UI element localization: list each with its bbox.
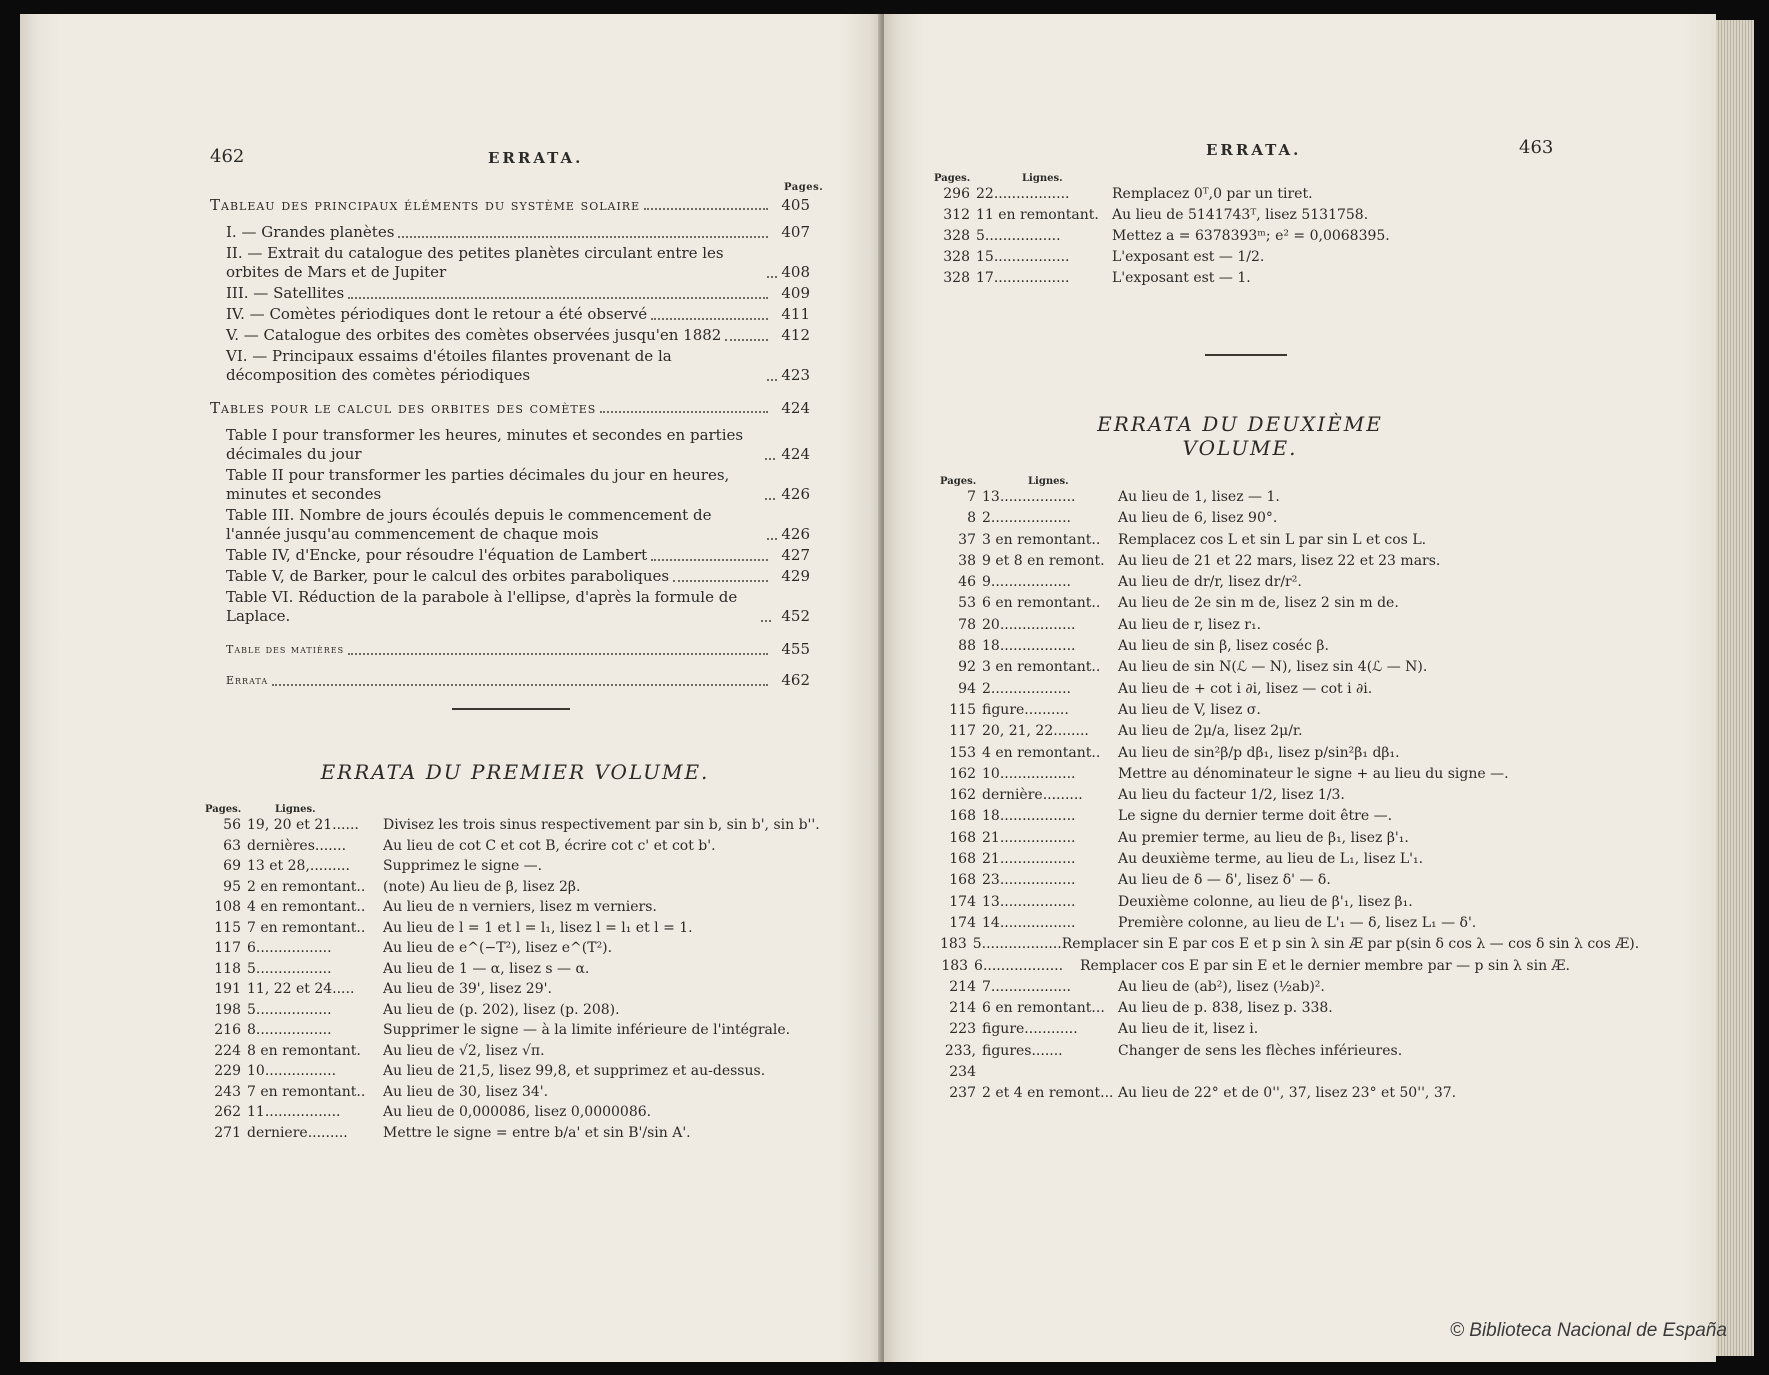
errata-lines: 23.................: [982, 872, 1076, 889]
errata-page: 115: [949, 701, 976, 718]
errata-page: 168: [949, 851, 976, 868]
errata-lines: 14.................: [982, 914, 1076, 931]
errata-table-right: [940, 476, 1640, 1105]
errata-row: [940, 508, 1570, 529]
errata-page: 191: [214, 981, 241, 997]
errata-row: [205, 959, 825, 980]
errata-row: [940, 1083, 1570, 1104]
errata-page: 271: [214, 1124, 241, 1141]
errata-correction: Divisez les trois sinus respectivement par sin b, sin b', sin b''.: [383, 817, 820, 833]
errata-row: [940, 721, 1570, 742]
errata-row: [940, 593, 1570, 614]
errata-lines: 21.................: [982, 829, 1076, 846]
errata-correction: Au lieu de 2μ/a, lisez 2μ/r.: [1118, 723, 1303, 740]
errata-correction: Au lieu de 0,000086, lisez 0,0000086.: [383, 1104, 652, 1120]
page-edges: [1716, 20, 1754, 1356]
toc-items-list: [210, 223, 810, 385]
errata-correction: Au lieu de 21,5, lisez 99,8, et supprimez et au-dessus.: [383, 1063, 766, 1079]
errata-page: 183: [940, 936, 967, 953]
errata-correction: Au lieu de 30, lisez 34'.: [383, 1083, 549, 1100]
errata-lines: 5.................: [976, 228, 1061, 244]
errata-row: [940, 657, 1570, 678]
errata-correction: Au lieu de sin²β/p dβ₁, lisez p/sin²β₁ dβ₁.: [1118, 744, 1400, 761]
errata-page: 78: [958, 616, 976, 633]
errata-lines: 11, 22 et 24.....: [247, 981, 355, 997]
errata-lines: 19, 20 et 21......: [247, 817, 359, 833]
errata-correction: Au lieu de 39', lisez 29'.: [383, 981, 552, 997]
errata-correction: Au lieu de 1, lisez — 1.: [1118, 489, 1280, 505]
errata-row: [940, 1041, 1570, 1084]
errata-lines: 6 en remontant..: [982, 595, 1101, 612]
errata-lines: 8 en remontant.: [247, 1042, 361, 1059]
errata-page: 198: [214, 1001, 241, 1018]
errata-page: 117: [214, 940, 241, 956]
errata-correction: Au lieu de (ab²), lisez (½ab)².: [1118, 978, 1325, 995]
errata-correction: Au lieu de 6, lisez 90°.: [1118, 510, 1278, 527]
errata-page: 224: [214, 1042, 241, 1059]
errata-page: 88: [958, 638, 976, 655]
errata-lines: 5.................: [247, 960, 332, 977]
errata-page: 92: [958, 659, 976, 676]
errata-row: [205, 877, 825, 898]
errata-correction: Au lieu de 21 et 22 mars, lisez 22 et 23 mars.: [1118, 552, 1441, 569]
errata-correction: Le signe du dernier terme doit être —.: [1118, 808, 1393, 825]
errata-page: 183: [941, 957, 969, 974]
errata-lines: 13.................: [982, 893, 1076, 910]
errata-row: [205, 979, 825, 1000]
errata-row: [205, 1082, 825, 1103]
errata-page: 262: [214, 1104, 241, 1120]
toc-item: Table VI. Réduction de la parabole à l'ellipse, d'après la formule de Laplace. 452: [226, 588, 810, 625]
errata-row: [940, 998, 1570, 1019]
errata-page: 328: [943, 249, 970, 265]
errata-correction: Au lieu de sin N(ℒ — N), lisez sin 4(ℒ — N).: [1118, 659, 1428, 676]
errata-lines: 9..................: [982, 574, 1072, 591]
errata-row: [940, 764, 1570, 785]
errata-correction: Remplacez 0ᵀ,0 par un tiret.: [1112, 186, 1313, 202]
toc-items-list: [210, 426, 810, 626]
errata-row: [205, 1123, 825, 1144]
errata-lines: 17.................: [976, 270, 1070, 286]
errata-row: [205, 856, 825, 877]
errata-correction: Au premier terme, au lieu de β₁, lisez β'₁.: [1118, 829, 1409, 846]
errata-row: [940, 934, 1640, 955]
errata-correction: Au deuxième terme, au lieu de L₁, lisez L'₁.: [1118, 851, 1424, 868]
toc-item: Table III. Nombre de jours écoulés depuis le commencement de l'année jusqu'au commencement de chaque mois 426: [226, 506, 810, 543]
errata-row: [940, 870, 1570, 891]
page-number-right: 463: [1519, 137, 1554, 158]
errata-row: [205, 1041, 825, 1062]
table-of-contents: [210, 196, 810, 690]
errata-page: 296: [943, 186, 970, 202]
errata-lines: 21.................: [982, 851, 1076, 868]
errata-correction: L'exposant est — 1.: [1112, 270, 1251, 286]
errata-page: 108: [214, 899, 241, 915]
errata-lines: 13.................: [982, 489, 1076, 505]
errata-correction: Mettez a = 6378393ᵐ; e² = 0,0068395.: [1112, 228, 1390, 244]
errata-correction: Au lieu de δ — δ', lisez δ' — δ.: [1118, 872, 1331, 889]
errata-row: [940, 487, 1570, 508]
toc-section: Tableau des principaux éléments du système solaire 405: [210, 196, 810, 214]
errata-page: 162: [949, 787, 976, 804]
errata-page: 312: [943, 207, 970, 223]
errata-lines: 2..................: [982, 680, 1072, 697]
errata-correction: Au lieu de cot C et cot B, écrire cot c' et cot b'.: [383, 837, 716, 854]
errata-table-top-right: [934, 173, 1454, 289]
section-rule: [1205, 354, 1287, 356]
errata-page: 168: [949, 872, 976, 889]
toc-item: III. — Satellites 409: [226, 284, 810, 302]
errata-correction: Mettre le signe = entre b/a' et sin B'/sin A'.: [383, 1124, 691, 1141]
toc-item: II. — Extrait du catalogue des petites planètes circulant entre les orbites de Mars et de Jupiter 408: [226, 244, 810, 281]
errata-header: Pages. Lignes.: [940, 476, 1069, 487]
toc-item: VI. — Principaux essaims d'étoiles filantes provenant de la décomposition des comètes périodiques 423: [226, 347, 810, 384]
errata-page: 168: [949, 829, 976, 846]
errata-lines: 6 en remontant...: [982, 1000, 1105, 1017]
toc-item: Errata 462: [226, 671, 810, 689]
errata-correction: Au lieu de 22° et de 0'', 37, lisez 23° et 50'', 37.: [1118, 1085, 1457, 1102]
errata-row: [940, 956, 1570, 977]
errata-lines: 10.................: [982, 765, 1076, 782]
errata-correction: Au lieu de 5141743ᵀ, lisez 5131758.: [1112, 207, 1369, 223]
toc-item: Table I pour transformer les heures, minutes et secondes en parties décimales du jour 424: [226, 426, 810, 463]
errata-row: [205, 836, 825, 857]
errata-row: [940, 615, 1570, 636]
errata-correction: Au lieu de it, lisez i.: [1118, 1021, 1259, 1038]
errata-page: 56: [223, 817, 241, 833]
errata-lines: 4 en remontant..: [982, 744, 1101, 761]
errata-row: [934, 226, 1454, 247]
errata-header: Pages. Lignes.: [934, 173, 1063, 184]
errata-page: 63: [223, 837, 241, 854]
errata-row: [205, 1000, 825, 1021]
errata-correction: Au lieu du facteur 1/2, lisez 1/3.: [1118, 787, 1345, 804]
errata-page: 214: [949, 978, 976, 995]
errata-row: [940, 679, 1570, 700]
errata-correction: Au lieu de e^(−T²), lisez e^(T²).: [383, 940, 613, 956]
errata-lines: 11.................: [247, 1104, 341, 1120]
errata-row: [940, 828, 1570, 849]
errata-lines: 3 en remontant..: [982, 659, 1101, 676]
errata-page: 174: [949, 893, 976, 910]
errata-correction: Deuxième colonne, au lieu de β'₁, lisez β₁.: [1118, 893, 1413, 910]
errata-row: [940, 806, 1570, 827]
errata-lines: 10................: [247, 1063, 337, 1079]
errata-row: [205, 918, 825, 939]
errata-correction: Changer de sens les flèches inférieures.: [1118, 1042, 1403, 1059]
errata-row: [205, 1061, 825, 1082]
errata-lines: 15.................: [976, 249, 1070, 265]
errata-lines: 2..................: [982, 510, 1072, 527]
errata-row: [940, 700, 1570, 721]
errata-page: 8: [967, 510, 976, 527]
errata-lines: 4 en remontant..: [247, 899, 366, 915]
errata-lines: 6.................: [247, 940, 332, 956]
errata-row: [934, 247, 1454, 268]
errata-lines: 3 en remontant..: [982, 531, 1101, 548]
errata-page: 237: [949, 1085, 976, 1102]
errata-row: [940, 785, 1570, 806]
errata-correction: Au lieu de l = 1 et l = l₁, lisez l = l₁ et l = 1.: [383, 919, 693, 936]
errata-correction: Au lieu de r, lisez r₁.: [1118, 616, 1262, 633]
toc-item: Table II pour transformer les parties décimales du jour en heures, minutes et secondes 426: [226, 466, 810, 503]
errata-page: 7: [967, 489, 976, 505]
errata-lines: 8.................: [247, 1022, 332, 1038]
errata-correction: Mettre au dénominateur le signe + au lieu du signe —.: [1118, 765, 1509, 782]
errata-lines: 7..................: [982, 978, 1072, 995]
toc-section: Tables pour le calcul des orbites des comètes 424: [210, 399, 810, 417]
errata-row: [940, 913, 1570, 934]
errata-row: [934, 184, 1454, 205]
errata-page: 46: [958, 574, 976, 591]
errata-lines: 5..................: [972, 936, 1062, 953]
errata-row: [940, 849, 1570, 870]
errata-page: 37: [958, 531, 976, 548]
errata-page: 168: [949, 808, 976, 825]
errata-lines: 7 en remontant..: [247, 919, 366, 936]
errata-lines: 20.................: [982, 616, 1076, 633]
toc-item: Table des matières 455: [226, 640, 810, 658]
errata-page: 223: [949, 1021, 976, 1038]
errata-page: 162: [949, 765, 976, 782]
errata-header: Pages. Lignes.: [205, 804, 316, 815]
errata-page: 214: [949, 1000, 976, 1017]
toc-item: I. — Grandes planètes 407: [226, 223, 810, 241]
errata-table-left: [205, 804, 825, 1143]
errata-lines: 2 et 4 en remont...: [982, 1085, 1114, 1102]
errata-lines: 6..................: [974, 957, 1064, 974]
errata-row: [940, 551, 1570, 572]
errata-lines: dernières.......: [247, 837, 347, 854]
errata-page: 174: [949, 914, 976, 931]
errata-correction: Supprimez le signe —.: [383, 858, 543, 874]
errata-page: 216: [214, 1022, 241, 1038]
running-head-left: ERRATA.: [488, 149, 584, 167]
errata-correction: Au lieu de dr/r, lisez dr/r².: [1118, 574, 1302, 591]
errata-page: 95: [223, 878, 241, 895]
errata-row: [940, 530, 1570, 551]
errata-row: [205, 1102, 825, 1123]
errata-page: 328: [943, 270, 970, 286]
errata-row: [940, 743, 1570, 764]
errata-lines: 13 et 28,.........: [247, 858, 350, 874]
errata-page: 38: [958, 552, 976, 569]
errata-title-volume-1: ERRATA DU PREMIER VOLUME.: [320, 760, 710, 784]
toc-item: Table V, de Barker, pour le calcul des orbites paraboliques 429: [226, 567, 810, 585]
errata-correction: Au lieu de 1 — α, lisez s — α.: [383, 960, 590, 977]
errata-correction: Au lieu de sin β, lisez coséc β.: [1118, 638, 1329, 655]
errata-row: [205, 815, 825, 836]
errata-lines: dernière.........: [982, 787, 1083, 804]
errata-lines: 9 et 8 en remont.: [982, 552, 1105, 569]
errata-correction: Au lieu de + cot i ∂i, lisez — cot i ∂i.: [1118, 680, 1373, 697]
errata-page: 243: [214, 1083, 241, 1100]
errata-page: 153: [949, 744, 976, 761]
errata-row: [940, 892, 1570, 913]
section-rule: [452, 708, 570, 710]
errata-row: [940, 977, 1570, 998]
errata-correction: Première colonne, au lieu de L'₁ — δ, lisez L₁ — δ'.: [1118, 914, 1477, 931]
toc-item: V. — Catalogue des orbites des comètes observées jusqu'en 1882 412: [226, 326, 810, 344]
errata-lines: derniere.........: [247, 1124, 348, 1141]
errata-page: 117: [949, 723, 976, 740]
errata-lines: 2 en remontant..: [247, 878, 366, 895]
errata-correction: Au lieu de p. 838, lisez p. 338.: [1118, 1000, 1333, 1017]
errata-row: [940, 1019, 1570, 1040]
errata-lines: figure............: [982, 1021, 1078, 1038]
errata-lines: 7 en remontant..: [247, 1083, 366, 1100]
errata-correction: (note) Au lieu de β, lisez 2β.: [383, 878, 581, 895]
errata-lines: 18.................: [982, 808, 1076, 825]
errata-page: 233, 234: [944, 1042, 976, 1081]
errata-row: [934, 205, 1454, 226]
toc-item: IV. — Comètes périodiques dont le retour a été observé 411: [226, 305, 810, 323]
errata-page: 118: [214, 960, 241, 977]
page-number-left: 462: [210, 146, 245, 167]
errata-row: [205, 897, 825, 918]
errata-correction: Au lieu de n verniers, lisez m verniers.: [383, 899, 657, 915]
errata-lines: 5.................: [247, 1001, 332, 1018]
errata-page: 328: [943, 228, 970, 244]
errata-lines: 20, 21, 22........: [982, 723, 1089, 740]
errata-correction: Remplacer cos E par sin E et le dernier membre par — p sin λ sin Æ.: [1080, 957, 1570, 974]
watermark-text: © Biblioteca Nacional de España: [1450, 1320, 1728, 1341]
errata-lines: 22.................: [976, 186, 1070, 202]
errata-page: 69: [223, 858, 241, 874]
errata-row: [940, 636, 1570, 657]
errata-page: 94: [958, 680, 976, 697]
errata-page: 115: [214, 919, 241, 936]
errata-row: [940, 572, 1570, 593]
running-head-right: ERRATA.: [1206, 141, 1302, 159]
toc-item: Table IV, d'Encke, pour résoudre l'équation de Lambert 427: [226, 546, 810, 564]
errata-correction: Remplacer sin E par cos E et p sin λ sin Æ par p(sin δ cos λ — cos δ sin λ cos Æ).: [1061, 936, 1640, 953]
errata-correction: L'exposant est — 1/2.: [1112, 249, 1265, 265]
errata-page: 229: [214, 1063, 241, 1079]
errata-lines: figure..........: [982, 701, 1069, 718]
errata-row: [205, 1020, 825, 1041]
errata-row: [934, 268, 1454, 289]
errata-lines: 11 en remontant.: [976, 207, 1099, 223]
errata-lines: 18.................: [982, 638, 1076, 655]
errata-correction: Remplacez cos L et sin L par sin L et cos L.: [1118, 531, 1427, 548]
errata-page: 53: [958, 595, 976, 612]
errata-correction: Au lieu de √2, lisez √π.: [383, 1042, 545, 1059]
errata-correction: Au lieu de V, lisez σ.: [1118, 701, 1261, 718]
errata-lines: figures.......: [982, 1042, 1063, 1059]
pages-label: Pages.: [784, 182, 824, 193]
errata-correction: Au lieu de (p. 202), lisez (p. 208).: [383, 1001, 620, 1018]
errata-title-volume-2: ERRATA DU DEUXIÈME VOLUME.: [1097, 412, 1383, 460]
errata-correction: Supprimer le signe — à la limite inférieure de l'intégrale.: [383, 1022, 791, 1038]
errata-correction: Au lieu de 2e sin m de, lisez 2 sin m de.: [1118, 595, 1399, 612]
errata-row: [205, 938, 825, 959]
